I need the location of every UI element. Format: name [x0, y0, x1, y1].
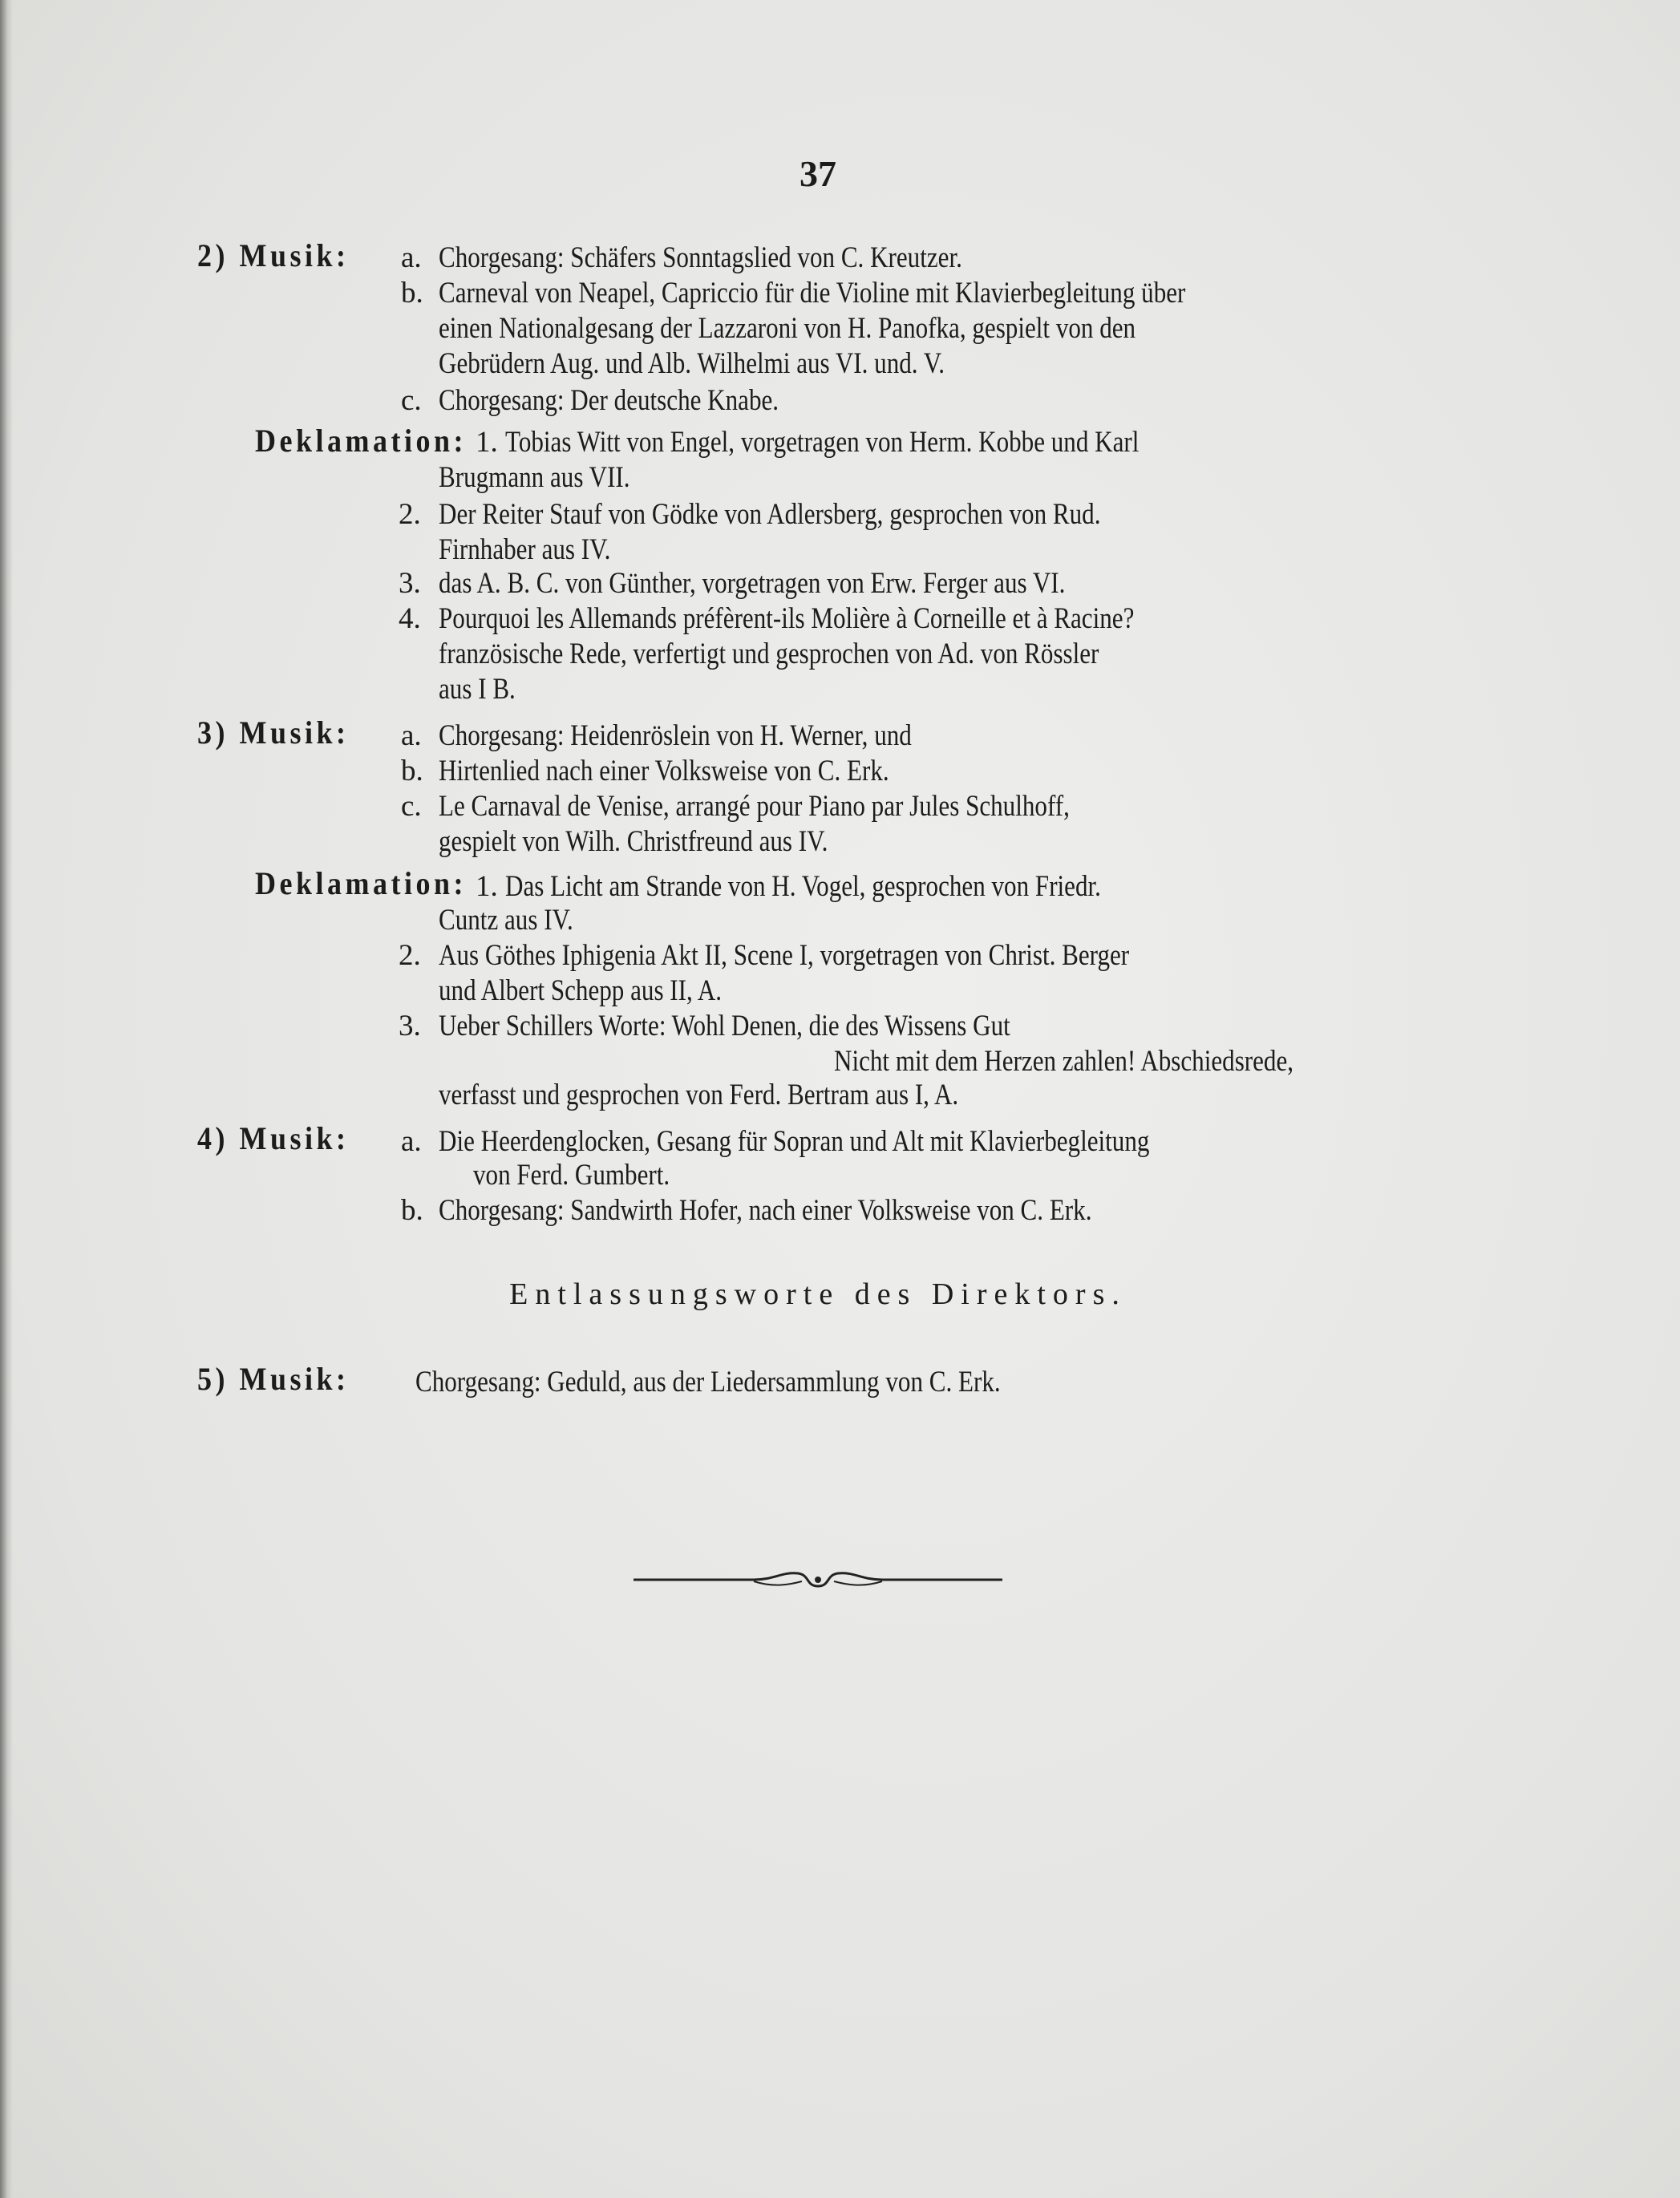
section-label-deklamation-1: Deklamation: — [255, 423, 467, 459]
program-line: Hirtenlied nach einer Volksweise von C. Erk. — [439, 755, 889, 787]
item-mark: a. — [401, 719, 422, 752]
program-line: Le Carnaval de Venise, arrangé pour Piano par Jules Schulhoff, — [439, 790, 1070, 823]
program-line: Das Licht am Strande von H. Vogel, gesprochen von Friedr. — [505, 870, 1101, 903]
program-line: Nicht mit dem Herzen zahlen! Abschiedsrede, — [834, 1045, 1294, 1078]
section-label-musik-4: 4) Musik: — [197, 1120, 350, 1156]
program-line: Chorgesang: Schäfers Sonntagslied von C. Kreutzer. — [439, 241, 962, 274]
item-mark: b. — [401, 1194, 423, 1227]
section-label-musik-3: 3) Musik: — [197, 714, 350, 751]
program-line: Chorgesang: Heidenröslein von H. Werner, und — [439, 719, 912, 752]
program-line: Der Reiter Stauf von Gödke von Adlersberg, gesprochen von Rud. — [439, 498, 1101, 531]
program-line: von Ferd. Gumbert. — [473, 1159, 670, 1192]
program-line: einen Nationalgesang der Lazzaroni von H. Panofka, gespielt von den — [439, 312, 1136, 345]
program-line: Carneval von Neapel, Capriccio für die Violine mit Klavierbegleitung über — [439, 277, 1186, 310]
program-line: Firnhaber aus IV. — [439, 533, 611, 566]
item-mark: 3. — [399, 1010, 421, 1042]
item-mark: 1. — [476, 426, 498, 459]
program-line: Tobias Witt von Engel, vorgetragen von Herm. Kobbe und Karl — [505, 426, 1140, 459]
item-mark: c. — [401, 790, 422, 823]
program-line: Die Heerdenglocken, Gesang für Sopran und Alt mit Klavierbegleitung — [439, 1125, 1150, 1158]
program-line: das A. B. C. von Günther, vorgetragen von Erw. Ferger aus VI. — [439, 567, 1066, 600]
item-mark: b. — [401, 755, 423, 787]
program-line: Brugmann aus VII. — [439, 461, 630, 494]
page-gutter-shadow — [0, 0, 13, 2198]
item-mark: 2. — [399, 939, 421, 972]
program-line: Chorgesang: Der deutsche Knabe. — [439, 384, 779, 417]
item-mark: a. — [401, 241, 422, 274]
farewell-heading: Entlassungsworte des Direktors. — [509, 1277, 1127, 1311]
program-line: Chorgesang: Sandwirth Hofer, nach einer Volksweise von C. Erk. — [439, 1194, 1092, 1227]
program-line: gespielt von Wilh. Christfreund aus IV. — [439, 825, 828, 858]
program-line: Ueber Schillers Worte: Wohl Denen, die des Wissens Gut — [439, 1010, 1010, 1042]
item-mark: b. — [401, 277, 423, 310]
page-number: 37 — [800, 153, 836, 194]
program-line: aus I B. — [439, 673, 516, 706]
section-label-musik-2: 2) Musik: — [197, 237, 350, 273]
section-label-musik-5: 5) Musik: — [197, 1361, 350, 1397]
ornament-divider — [634, 1556, 1002, 1604]
item-mark: c. — [401, 384, 422, 417]
item-mark: a. — [401, 1125, 422, 1158]
program-line: und Albert Schepp aus II, A. — [439, 974, 723, 1007]
program-line: Chorgesang: Geduld, aus der Liedersammlung von C. Erk. — [415, 1366, 1001, 1399]
program-line: verfasst und gesprochen von Ferd. Bertram aus I, A. — [439, 1079, 959, 1111]
item-mark: 2. — [399, 498, 421, 531]
program-line: Pourquoi les Allemands préfèrent-ils Molière à Corneille et à Racine? — [439, 602, 1135, 635]
program-line: Cuntz aus IV. — [439, 904, 573, 937]
program-line: Aus Göthes Iphigenia Akt II, Scene I, vorgetragen von Christ. Berger — [439, 939, 1130, 972]
item-mark: 1. — [476, 870, 498, 903]
program-line: Gebrüdern Aug. und Alb. Wilhelmi aus VI. und. V. — [439, 347, 945, 380]
section-label-deklamation-2: Deklamation: — [255, 865, 467, 901]
program-line: französische Rede, verfertigt und gesprochen von Ad. von Rössler — [439, 638, 1099, 670]
item-mark: 4. — [399, 602, 421, 635]
item-mark: 3. — [399, 567, 421, 600]
